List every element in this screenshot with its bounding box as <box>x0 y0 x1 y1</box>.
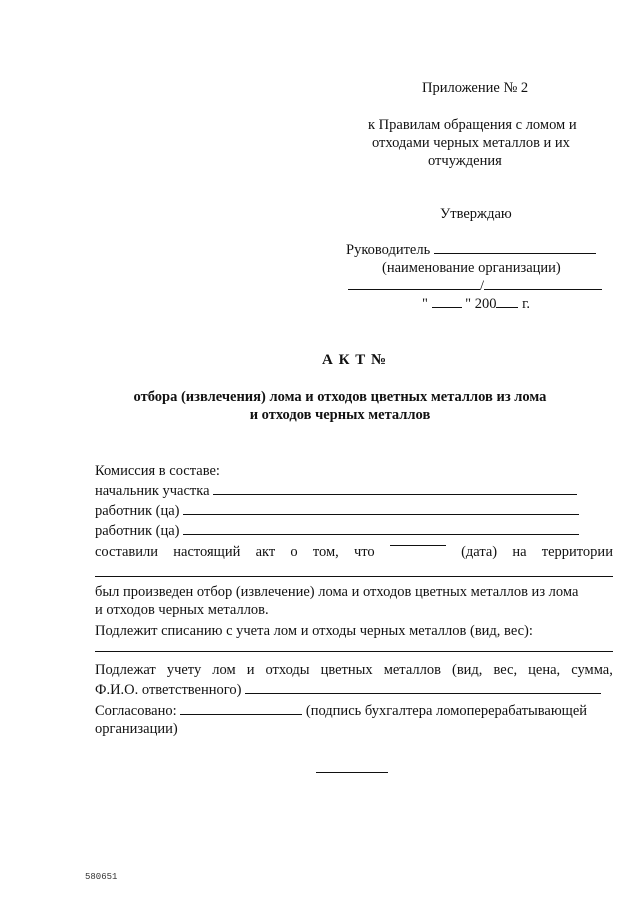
worker-1-label: работник (ца) <box>95 503 180 519</box>
accountant-signature-line <box>180 713 302 715</box>
write-off-label: Подлежит списанию с учета лом и отходы черных металлов (вид, вес): <box>95 623 533 639</box>
document-code: 580651 <box>85 872 118 882</box>
rules-reference-line-3: отчуждения <box>428 153 502 169</box>
year-prefix: 200 <box>474 296 497 312</box>
drew-up-word: составили <box>95 544 159 560</box>
year-suffix: г. <box>522 296 531 312</box>
appendix-number: Приложение № 2 <box>422 80 529 96</box>
worker-1-row <box>95 503 579 520</box>
worker-2-label: работник (ца) <box>95 523 180 539</box>
accounting-row <box>95 662 613 679</box>
territory-word: территории <box>541 544 613 560</box>
accounting-word: учету <box>166 662 202 678</box>
act-subtitle-line-1: отбора (извлечения) лома и отходов цветных металлов из лома <box>133 389 547 405</box>
responsible-label: Ф.И.О. ответственного) <box>95 682 242 698</box>
territory-line <box>95 576 613 577</box>
drew-up-word: о <box>290 544 298 560</box>
worker-1-line <box>183 513 579 515</box>
accounting-row-2 <box>95 682 601 699</box>
accounting-word: отходы <box>265 662 310 678</box>
responsible-line <box>245 692 601 694</box>
quote-open: " <box>422 296 428 312</box>
accounting-word: металлов <box>383 662 441 678</box>
slash: / <box>480 278 485 294</box>
commission-label: Комиссия в составе: <box>95 463 220 479</box>
drew-up-word: том, <box>312 544 339 560</box>
quote-close: " <box>465 296 472 312</box>
head-label: Руководитель <box>346 242 431 258</box>
worker-2-row <box>95 523 579 540</box>
section-head-row <box>95 483 577 500</box>
accounting-word: Подлежат <box>95 662 156 678</box>
agreed-hint: (подпись бухгалтера ломоперерабатывающей <box>305 703 588 719</box>
accounting-word: сумма, <box>571 662 613 678</box>
worker-2-line <box>183 533 579 535</box>
name-line <box>484 288 602 290</box>
rules-reference-line-2: отходами черных металлов и их <box>372 135 570 151</box>
organization-name-hint: (наименование организации) <box>382 260 561 276</box>
on-word: на <box>512 544 527 560</box>
signature-decode-row <box>348 278 602 295</box>
was-done-line-1: был произведен отбор (извлечение) лома и отходов цветных металлов из лома <box>95 584 579 600</box>
drew-up-word: настоящий <box>173 544 241 560</box>
act-title: А К Т № <box>322 352 388 368</box>
approve-label: Утверждаю <box>440 206 512 222</box>
act-subtitle-line-2: и отходов черных металлов <box>249 407 431 423</box>
signature-line <box>348 288 480 290</box>
rules-reference-line-1: к Правилам обращения с ломом и <box>368 117 577 133</box>
accounting-word: лом <box>212 662 236 678</box>
end-separator <box>316 772 388 773</box>
agreed-label: Согласовано: <box>95 703 177 719</box>
section-head-line <box>213 493 577 495</box>
drew-up-word: акт <box>255 544 276 560</box>
was-done-line-2: и отходов черных металлов. <box>95 602 269 618</box>
date-hint: (дата) <box>461 544 498 560</box>
section-head-label: начальник участка <box>95 483 210 499</box>
accounting-word: цветных <box>320 662 373 678</box>
year-line <box>496 306 518 308</box>
accounting-word: цена, <box>528 662 561 678</box>
date-line <box>390 544 446 546</box>
write-off-line <box>95 651 613 652</box>
head-signature-line <box>434 252 596 254</box>
accounting-word: вес, <box>493 662 518 678</box>
approval-date-row <box>422 296 530 313</box>
agreed-hint-2: организации) <box>95 721 178 737</box>
accounting-word: и <box>246 662 255 678</box>
drew-up-word: что <box>353 544 375 560</box>
drew-up-row <box>95 544 613 561</box>
accounting-word: (вид, <box>452 662 483 678</box>
head-signature-row <box>346 242 596 259</box>
agreed-row <box>95 703 587 720</box>
day-line <box>432 306 462 308</box>
